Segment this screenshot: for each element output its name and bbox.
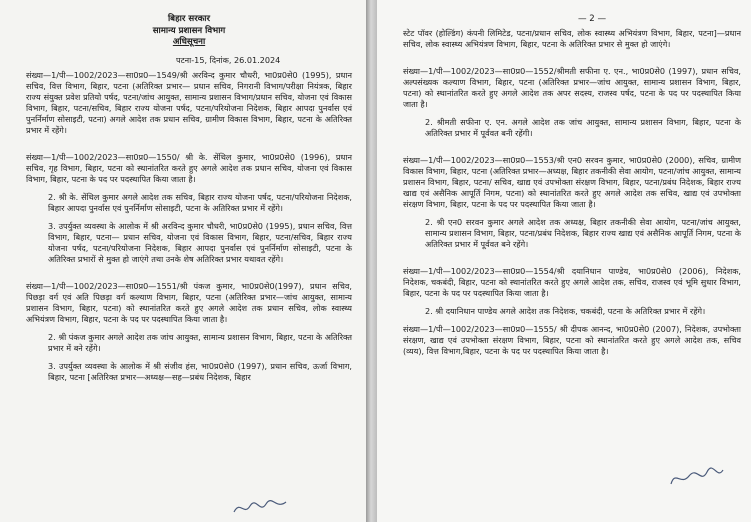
order-1552-clause-2: 2. श्रीमती सफीना ए. एन. अगले आदेश तक जांच आयुक्त, सामान्य प्रशासन विभाग, बिहार, पटना के अतिरिक्त प्रभार में पूर्ववत बनी रहेंगी। — [425, 117, 741, 138]
order-1552: संख्या—1/पी—1002/2023—सा0प्र0—1552/श्रीमती सफीना ए. एन., भा0प्र0से0 (1997), प्रधान सचिव, अल्पसंख्यक कल्याण विभाग, बिहार, पटना (अतिरिक्त प्रभार—जांच आयुक्त, सामान्य प्रशासन विभाग, बिहार, पटना) को स्थानांतरित करते हुए अगले आदेश तक अपर सदस्य, राजस्व पर्षद, पटना के पद पर पदस्थापित किया जाता है। — [403, 66, 741, 109]
order-1554: संख्या—1/पी—1002/2023—सा0प्र0—1554/श्री दयानिधान पाण्डेय, भा0प्र0से0 (2006), निदेशक, निदेशक, चकबंदी, बिहार, पटना को स्थानांतरित करते हुए अगले आदेश तक, सचिव, राजस्व एवं भूमि सुधार विभाग, बिहार, पटना के पद पर पदस्थापित किया जाता है। — [403, 266, 741, 298]
header-notification: अधिसूचना — [172, 37, 206, 47]
order-1554-clause-2: 2. श्री दयानिधान पाण्डेय अगले आदेश तक निदेशक, चकबंदी, पटना के अतिरिक्त प्रभार में रहेंगे। — [425, 306, 706, 316]
order-1553-clause-2: 2. श्री एन0 सरवन कुमार अगले आदेश तक अध्यक्ष, बिहार तकनीकी सेवा आयोग, पटना/जांच आयुक्त, सामान्य प्रशासन विभाग, बिहार, पटना/प्रबंध निदेशक, बिहार राज्य खाद्य एवं असैनिक आपूर्ति निगम, पटना के अतिरिक्त प्रभार में पूर्ववत बने रहेंगे। — [425, 217, 741, 249]
order-1550-clause-3: 3. उपर्युक्त व्यवस्था के आलोक में श्री अरविन्द कुमार चौधरी, भा0प्र0से0 (1995), प्रधान सचिव, वित्त विभाग, बिहार, पटना— प्रधान सचिव, योजना एवं विकास विभाग, बिहार, पटना/सचिव, बिहार राज्य योजना पर्षद, पटना/परियोजना निदेशक, बिहार आपदा पुनर्वास एवं पुनर्निर्माण सोसाइटी, पटना के अतिरिक्त प्रभारों से मुक्त हो जाएंगे तथा उनके शेष अतिरिक्त प्रभार यथावत रहेंगे। — [48, 220, 352, 264]
signature-mark-left — [230, 494, 290, 520]
signature-mark-right — [667, 462, 727, 492]
order-1553: संख्या—1/पी—1002/2023—सा0प्र0—1553/श्री एन0 सरवन कुमार, भा0प्र0से0 (2000), सचिव, ग्रामीण विकास विभाग, बिहार, पटना (अतिरिक्त प्रभार—अध्यक्ष, बिहार तकनीकी सेवा आयोग, पटना/जांच आयुक्त, सामान्य प्रशासन विभाग, बिहार, पटना/ सचिव, खाद्य एवं उपभोक्ता संरक्षण विभाग, बिहार, पटना/प्रबंध निदेशक, बिहार राज्य खाद्य एवं असैनिक आपूर्ति निगम, पटना) को स्थानांतरित करते हुए अगले आदेश तक सचिव, खाद्य एवं उपभोक्ता संरक्षण विभाग, बिहार, पटना के पद पर पदस्थापित किया जाता है। — [403, 155, 741, 209]
page-gutter — [366, 0, 377, 522]
page-number: — 2 — — [577, 14, 607, 24]
order-1551-clause-2: 2. श्री पंकज कुमार अगले आदेश तक जांच आयुक्त, सामान्य प्रशासन विभाग, बिहार, पटना के अतिरिक्त प्रभार में बने रहेंगे। — [48, 331, 352, 353]
order-1550: संख्या—1/पी—1002/2023—सा0प्र0—1550/ श्री के. सेंथिल कुमार, भा0प्र0से0 (1996), प्रधान सचिव, गृह विभाग, बिहार, पटना को स्थानांतरित करते हुए अगले आदेश तक प्रधान सचिव, योजना एवं विकास विभाग, बिहार, पटना के पद पर पदस्थापित किया जाता है। — [26, 151, 352, 184]
page-left — [0, 0, 366, 522]
order-1550-clause-2: 2. श्री के. सेंथिल कुमार अगले आदेश तक सचिव, बिहार राज्य योजना पर्षद, पटना/परियोजना निदेशक, बिहार आपदा पुनर्वास एवं पुनर्निर्माण सोसाइटी, पटना के अतिरिक्त प्रभार में रहेंगे। — [48, 191, 352, 213]
order-1555: संख्या—1/पी—1002/2023—सा0प्र0—1555/ श्री दीपक आनन्द, भा0प्र0से0 (2007), निदेशक, उपभोक्ता संरक्षण, खाद्य एवं उपभोक्ता संरक्षण विभाग, बिहार, पटना को स्थानांतरित करते हुए अगले आदेश तक, सचिव (व्यय), वित्त विभाग,बिहार, पटना के पद पर पदस्थापित किया जाता है। — [403, 324, 741, 356]
page-right — [377, 0, 751, 522]
notification-date: पटना-15, दिनांक, 26.01.2024 — [176, 54, 281, 65]
order-1551: संख्या—1/पी—1002/2023—सा0प्र0—1551/श्री पंकज कुमार, भा0प्र0से0(1997), प्रधान सचिव, पिछड़ा वर्ग एवं अति पिछड़ा वर्ग कल्याण विभाग, बिहार, पटना (अतिरिक्त प्रभार—जांच आयुक्त, सामान्य प्रशासन विभाग, बिहार, पटना) को स्थानांतरित करते हुए अगले आदेश तक प्रधान सचिव, लोक स्वास्थ्य अभियंत्रण विभाग, बिहार, पटना के पद पर पदस्थापित किया जाता है। — [26, 280, 352, 324]
header-government: बिहार सरकार — [167, 14, 211, 24]
order-1549: संख्या—1/पी—1002/2023—सा0प्र0—1549/श्री अरविन्द कुमार चौधरी, भा0प्र0से0 (1995), प्रधान सचिव, वित्त विभाग, बिहार, पटना (अतिरिक्त प्रभार— प्रधान सचिव, निगरानी विभाग/परीक्षा नियंत्रक, बिहार राज्य संयुक्त प्रवेश प्रतियो पर्षद, पटना/जांच आयुक्त, सामान्य प्रशासन विभाग/प्रधान सचिव, योजना एवं विकास विभाग, बिहार, पटना/सचिव, बिहार राज्य योजना पर्षद, पटना/परियोजना निदेशक, बिहार आपदा पुनर्वास एवं पुनर्निर्माण सोसाइटी, पटना) अगले आदेश तक प्रधान सचिव, ग्रामीण विकास विभाग, बिहार, पटना के अतिरिक्त प्रभार में रहेंगे। — [26, 69, 352, 135]
header-department: सामान्य प्रशासन विभाग — [152, 25, 226, 36]
order-1551-continuation: स्टेट पॉवर (होल्डिंग) कंपनी लिमिटेड, पटना/प्रधान सचिव, लोक स्वास्थ्य अभियंत्रण विभाग, बिहार, पटना]—प्रधान सचिव, लोक स्वास्थ्य अभियंत्रण विभाग, बिहार, पटना के अतिरिक्त प्रभार से मुक्त हो जाएंगे। — [403, 28, 741, 49]
order-1551-clause-3: 3. उपर्युक्त व्यवस्था के आलोक में श्री संजीव हंस, भा0प्र0से0 (1997), प्रधान सचिव, ऊर्जा विभाग, बिहार, पटना [अतिरिक्त प्रभार—अध्यक्ष—सह—प्रबंध निदेशक, बिहार — [48, 360, 352, 382]
